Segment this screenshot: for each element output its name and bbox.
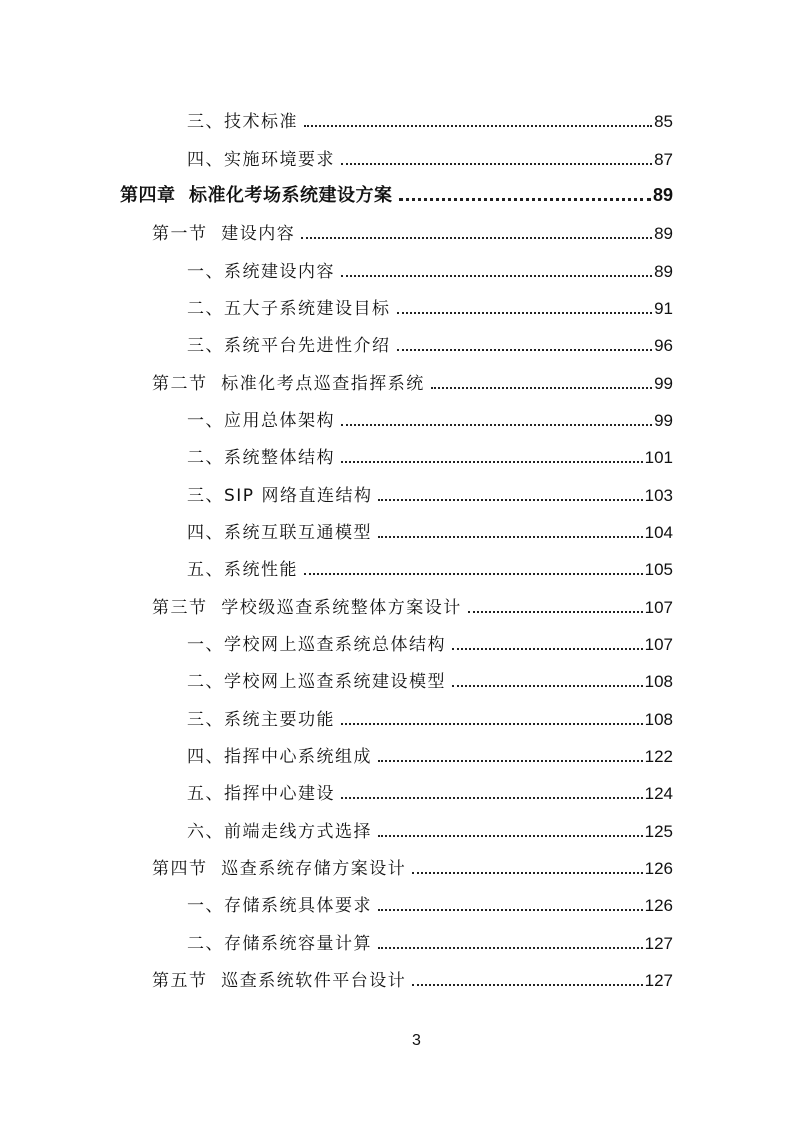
toc-entry-content bbox=[187, 331, 673, 356]
toc-entry-title: 三、SIP 网络直连结构 bbox=[187, 485, 373, 506]
dot-leader bbox=[468, 611, 643, 613]
toc-subsection-entry[interactable] bbox=[0, 474, 793, 511]
dot-leader bbox=[452, 685, 643, 687]
toc-entry-title: 四、实施环境要求 bbox=[187, 149, 335, 170]
toc-entry-page: 91 bbox=[654, 298, 673, 318]
toc-entry-content bbox=[187, 817, 673, 842]
toc-entry-page: 104 bbox=[644, 522, 673, 542]
toc-entry-page: 99 bbox=[654, 410, 673, 430]
toc-subsection-entry[interactable] bbox=[0, 138, 793, 175]
toc-entry-page: 122 bbox=[644, 747, 673, 767]
toc-entry-title: 一、存储系统具体要求 bbox=[187, 896, 372, 917]
toc-entry-page: 99 bbox=[654, 373, 673, 393]
toc-entry-page: 89 bbox=[652, 185, 673, 206]
dot-leader bbox=[341, 461, 643, 463]
toc-subsection-entry[interactable] bbox=[0, 101, 793, 138]
toc-subsection-entry[interactable] bbox=[0, 624, 793, 661]
toc-entry-content bbox=[152, 966, 673, 991]
toc-subsection-entry[interactable] bbox=[0, 736, 793, 773]
toc-subsection-entry[interactable] bbox=[0, 250, 793, 287]
toc-subsection-entry[interactable] bbox=[0, 400, 793, 437]
dot-leader bbox=[378, 947, 643, 949]
table-of-contents bbox=[0, 101, 793, 997]
toc-subsection-entry[interactable] bbox=[0, 549, 793, 586]
toc-entry-content bbox=[152, 854, 673, 879]
dot-leader bbox=[301, 237, 652, 239]
toc-entry-page: 89 bbox=[654, 261, 673, 281]
toc-entry-title: 五、指挥中心建设 bbox=[187, 784, 335, 805]
toc-entry-page: 105 bbox=[644, 560, 673, 580]
dot-leader bbox=[341, 275, 652, 277]
toc-entry-title: 一、学校网上巡查系统总体结构 bbox=[187, 634, 446, 655]
toc-subsection-entry[interactable] bbox=[0, 512, 793, 549]
dot-leader bbox=[412, 872, 642, 874]
toc-entry-page: 125 bbox=[644, 821, 673, 841]
toc-entry-page: 126 bbox=[644, 859, 673, 879]
toc-entry-title: 第二节 标准化考点巡查指挥系统 bbox=[152, 373, 425, 394]
toc-entry-content bbox=[152, 369, 673, 394]
dot-leader bbox=[397, 312, 653, 314]
toc-entry-content bbox=[187, 443, 673, 468]
toc-entry-content bbox=[187, 107, 673, 132]
toc-entry-page: 124 bbox=[644, 784, 673, 804]
toc-entry-content bbox=[187, 481, 673, 506]
dot-leader bbox=[304, 125, 652, 127]
toc-entry-content bbox=[187, 742, 673, 767]
toc-section-entry[interactable] bbox=[0, 960, 793, 997]
toc-entry-content bbox=[120, 181, 673, 207]
toc-entry-page: 103 bbox=[644, 485, 673, 505]
toc-entry-content bbox=[187, 891, 673, 916]
dot-leader bbox=[304, 573, 643, 575]
toc-entry-title: 五、系统性能 bbox=[187, 560, 298, 581]
toc-entry-title: 第一节 建设内容 bbox=[152, 224, 296, 245]
toc-entry-page: 101 bbox=[644, 448, 673, 468]
toc-entry-title: 二、系统整体结构 bbox=[187, 448, 335, 469]
toc-section-entry[interactable] bbox=[0, 586, 793, 623]
toc-chapter-entry[interactable] bbox=[0, 176, 793, 213]
toc-entry-title: 二、学校网上巡查系统建设模型 bbox=[187, 672, 446, 693]
toc-entry-title: 第五节 巡查系统软件平台设计 bbox=[152, 971, 407, 992]
toc-entry-page: 127 bbox=[644, 933, 673, 953]
toc-subsection-entry[interactable] bbox=[0, 661, 793, 698]
toc-subsection-entry[interactable] bbox=[0, 773, 793, 810]
toc-entry-title: 一、系统建设内容 bbox=[187, 261, 335, 282]
toc-entry-title: 四、系统互联互通模型 bbox=[187, 522, 372, 543]
dot-leader bbox=[341, 723, 643, 725]
toc-entry-page: 89 bbox=[654, 224, 673, 244]
dot-leader bbox=[397, 349, 653, 351]
toc-section-entry[interactable] bbox=[0, 213, 793, 250]
toc-entry-page: 107 bbox=[644, 634, 673, 654]
toc-subsection-entry[interactable] bbox=[0, 288, 793, 325]
toc-entry-title: 二、存储系统容量计算 bbox=[187, 933, 372, 954]
toc-entry-content bbox=[187, 555, 673, 580]
toc-subsection-entry[interactable] bbox=[0, 325, 793, 362]
toc-entry-page: 108 bbox=[644, 709, 673, 729]
toc-entry-content bbox=[187, 705, 673, 730]
toc-entry-title: 第四章 标准化考场系统建设方案 bbox=[120, 185, 393, 207]
toc-entry-page: 107 bbox=[644, 597, 673, 617]
toc-entry-content bbox=[187, 630, 673, 655]
toc-entry-content bbox=[152, 593, 673, 618]
dot-leader bbox=[378, 909, 643, 911]
toc-subsection-entry[interactable] bbox=[0, 885, 793, 922]
toc-entry-page: 127 bbox=[644, 971, 673, 991]
toc-subsection-entry[interactable] bbox=[0, 437, 793, 474]
toc-entry-content bbox=[187, 518, 673, 543]
toc-section-entry[interactable] bbox=[0, 848, 793, 885]
dot-leader bbox=[378, 499, 642, 501]
toc-subsection-entry[interactable] bbox=[0, 699, 793, 736]
toc-entry-title: 三、系统平台先进性介绍 bbox=[187, 336, 391, 357]
toc-entry-title: 二、五大子系统建设目标 bbox=[187, 298, 391, 319]
toc-entry-title: 第四节 巡查系统存储方案设计 bbox=[152, 859, 407, 880]
page-number: 3 bbox=[412, 1032, 421, 1049]
dot-leader bbox=[399, 198, 651, 201]
dot-leader bbox=[378, 835, 643, 837]
toc-section-entry[interactable] bbox=[0, 362, 793, 399]
toc-entry-page: 87 bbox=[654, 149, 673, 169]
toc-entry-content bbox=[187, 779, 673, 804]
toc-entry-title: 一、应用总体架构 bbox=[187, 410, 335, 431]
toc-entry-title: 三、系统主要功能 bbox=[187, 709, 335, 730]
toc-entry-content bbox=[187, 929, 673, 954]
toc-entry-page: 96 bbox=[654, 336, 673, 356]
toc-subsection-entry[interactable] bbox=[0, 923, 793, 960]
dot-leader bbox=[452, 648, 643, 650]
dot-leader bbox=[412, 984, 642, 986]
toc-entry-page: 108 bbox=[644, 672, 673, 692]
toc-entry-title: 三、技术标准 bbox=[187, 112, 298, 133]
toc-entry-page: 126 bbox=[644, 896, 673, 916]
dot-leader bbox=[341, 163, 652, 165]
dot-leader bbox=[378, 760, 643, 762]
toc-entry-title: 第三节 学校级巡查系统整体方案设计 bbox=[152, 597, 462, 618]
toc-entry-content bbox=[187, 145, 673, 170]
toc-entry-title: 六、前端走线方式选择 bbox=[187, 821, 372, 842]
toc-subsection-entry[interactable] bbox=[0, 811, 793, 848]
toc-entry-content bbox=[187, 667, 673, 692]
toc-entry-content bbox=[152, 219, 673, 244]
toc-entry-content bbox=[187, 294, 673, 319]
dot-leader bbox=[378, 536, 643, 538]
toc-entry-content bbox=[187, 406, 673, 431]
toc-entry-title: 四、指挥中心系统组成 bbox=[187, 747, 372, 768]
toc-entry-page: 85 bbox=[654, 112, 673, 132]
toc-entry-content bbox=[187, 257, 673, 282]
dot-leader bbox=[341, 797, 643, 799]
dot-leader bbox=[431, 387, 652, 389]
dot-leader bbox=[341, 424, 652, 426]
